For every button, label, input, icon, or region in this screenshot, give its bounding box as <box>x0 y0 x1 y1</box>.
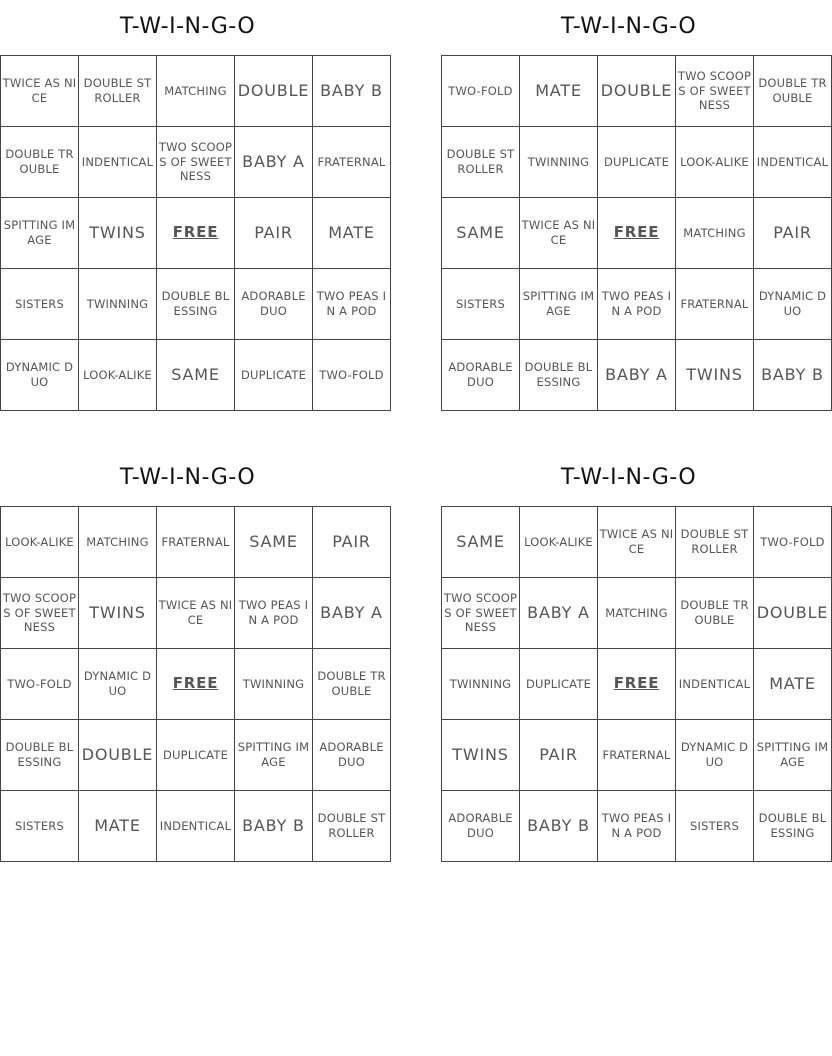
bingo-cell[interactable]: SAME <box>235 507 313 578</box>
bingo-cell[interactable]: ADORABLE DUO <box>235 269 313 340</box>
bingo-cell[interactable]: DOUBLE BLESSING <box>754 791 832 862</box>
bingo-cell[interactable]: BABY B <box>520 791 598 862</box>
bingo-cell[interactable]: MATCHING <box>598 578 676 649</box>
bingo-cell[interactable]: PAIR <box>754 198 832 269</box>
bingo-cell[interactable]: DOUBLE <box>235 56 313 127</box>
bingo-cell[interactable]: PAIR <box>520 720 598 791</box>
bingo-cell[interactable]: DUPLICATE <box>235 340 313 411</box>
grid-row <box>1 578 391 649</box>
bingo-cell[interactable]: BABY B <box>235 791 313 862</box>
bingo-cell[interactable]: SPITTING IMAGE <box>235 720 313 791</box>
bingo-grid <box>0 506 391 862</box>
grid-row <box>1 720 391 791</box>
grid-row <box>442 127 832 198</box>
bingo-cell[interactable]: SAME <box>442 507 520 578</box>
bingo-cell[interactable]: TWO PEAS IN A POD <box>313 269 391 340</box>
bingo-cell[interactable]: BABY A <box>313 578 391 649</box>
grid-row <box>442 198 832 269</box>
bingo-cell[interactable]: DUPLICATE <box>598 127 676 198</box>
bingo-cell[interactable]: MATCHING <box>676 198 754 269</box>
bingo-cell[interactable]: PAIR <box>235 198 313 269</box>
bingo-cell[interactable]: TWINNING <box>520 127 598 198</box>
bingo-cell[interactable]: INDENTICAL <box>157 791 235 862</box>
bingo-cell[interactable]: SISTERS <box>1 791 79 862</box>
card-title: T-W-I-N-G-O <box>119 465 256 490</box>
bingo-cell[interactable]: MATE <box>754 649 832 720</box>
grid-row <box>1 127 391 198</box>
bingo-cell[interactable]: TWO SCOOPS OF SWEETNESS <box>157 127 235 198</box>
grid-row <box>442 507 832 578</box>
bingo-cell[interactable]: SISTERS <box>676 791 754 862</box>
card-title: T-W-I-N-G-O <box>560 465 697 490</box>
bingo-cell[interactable]: DOUBLE TROUBLE <box>676 578 754 649</box>
bingo-cell[interactable]: DOUBLE BLESSING <box>157 269 235 340</box>
grid-row <box>1 649 391 720</box>
bingo-cell[interactable]: DYNAMIC DUO <box>676 720 754 791</box>
free-space-cell[interactable]: FREE <box>598 649 676 720</box>
grid-row <box>442 269 832 340</box>
bingo-cell[interactable]: TWINNING <box>442 649 520 720</box>
bingo-cell[interactable]: ADORABLE DUO <box>442 340 520 411</box>
card-title: T-W-I-N-G-O <box>119 14 256 39</box>
bingo-cell[interactable]: FRATERNAL <box>313 127 391 198</box>
bingo-cell[interactable]: TWINS <box>79 198 157 269</box>
bingo-cell[interactable]: TWO SCOOPS OF SWEETNESS <box>442 578 520 649</box>
grid-row <box>442 578 832 649</box>
bingo-cell[interactable]: SAME <box>442 198 520 269</box>
bingo-grid <box>441 55 832 411</box>
grid-row <box>442 56 832 127</box>
bingo-cell[interactable]: TWINNING <box>235 649 313 720</box>
bingo-cell[interactable]: SPITTING IMAGE <box>520 269 598 340</box>
card-title: T-W-I-N-G-O <box>560 14 697 39</box>
grid-row <box>442 649 832 720</box>
bingo-cell[interactable]: TWO-FOLD <box>1 649 79 720</box>
bingo-cell[interactable]: TWINNING <box>79 269 157 340</box>
grid-row <box>1 269 391 340</box>
bingo-cell[interactable]: SISTERS <box>442 269 520 340</box>
bingo-cell[interactable]: MATE <box>520 56 598 127</box>
bingo-cell[interactable]: INDENTICAL <box>676 649 754 720</box>
bingo-cell[interactable]: DOUBLE STROLLER <box>676 507 754 578</box>
bingo-cell[interactable]: TWO-FOLD <box>313 340 391 411</box>
bingo-cell[interactable]: TWO PEAS IN A POD <box>598 269 676 340</box>
bingo-cell[interactable]: BABY B <box>313 56 391 127</box>
bingo-cell[interactable]: SPITTING IMAGE <box>754 720 832 791</box>
bingo-cell[interactable]: MATCHING <box>79 507 157 578</box>
bingo-cell[interactable]: TWINS <box>79 578 157 649</box>
grid-row <box>1 791 391 862</box>
bingo-cell[interactable]: SISTERS <box>1 269 79 340</box>
free-space-cell[interactable]: FREE <box>157 198 235 269</box>
bingo-cell[interactable]: ADORABLE DUO <box>442 791 520 862</box>
bingo-cell[interactable]: LOOK-ALIKE <box>676 127 754 198</box>
bingo-cell[interactable]: DOUBLE <box>79 720 157 791</box>
bingo-cell[interactable]: TWO SCOOPS OF SWEETNESS <box>676 56 754 127</box>
grid-row <box>1 198 391 269</box>
bingo-cell[interactable]: DOUBLE STROLLER <box>313 791 391 862</box>
bingo-cell[interactable]: TWO PEAS IN A POD <box>598 791 676 862</box>
bingo-cell[interactable]: MATCHING <box>157 56 235 127</box>
bingo-cell[interactable]: DYNAMIC DUO <box>754 269 832 340</box>
bingo-cell[interactable]: DUPLICATE <box>157 720 235 791</box>
bingo-cell[interactable]: DOUBLE TROUBLE <box>754 56 832 127</box>
bingo-cell[interactable]: TWICE AS NICE <box>1 56 79 127</box>
bingo-cell[interactable]: TWICE AS NICE <box>520 198 598 269</box>
bingo-cell[interactable]: TWO PEAS IN A POD <box>235 578 313 649</box>
bingo-cell[interactable]: DOUBLE <box>754 578 832 649</box>
bingo-cell[interactable]: TWO-FOLD <box>754 507 832 578</box>
free-space-cell[interactable]: FREE <box>598 198 676 269</box>
bingo-cell[interactable]: TWICE AS NICE <box>598 507 676 578</box>
bingo-cell[interactable]: DOUBLE TROUBLE <box>1 127 79 198</box>
bingo-cell[interactable]: DUPLICATE <box>520 649 598 720</box>
grid-row <box>1 507 391 578</box>
grid-row <box>442 340 832 411</box>
bingo-grid <box>441 506 832 862</box>
bingo-cell[interactable]: TWINS <box>442 720 520 791</box>
bingo-cell[interactable]: DOUBLE BLESSING <box>1 720 79 791</box>
bingo-cell[interactable]: BABY B <box>754 340 832 411</box>
bingo-cell[interactable]: DOUBLE BLESSING <box>520 340 598 411</box>
grid-row <box>442 720 832 791</box>
bingo-cell[interactable]: FRATERNAL <box>598 720 676 791</box>
bingo-cell[interactable]: TWO-FOLD <box>442 56 520 127</box>
bingo-cell[interactable]: SPITTING IMAGE <box>1 198 79 269</box>
bingo-cell[interactable]: SAME <box>157 340 235 411</box>
bingo-cell[interactable]: LOOK-ALIKE <box>520 507 598 578</box>
bingo-cell[interactable]: TWO SCOOPS OF SWEETNESS <box>1 578 79 649</box>
bingo-cell[interactable]: TWINS <box>676 340 754 411</box>
bingo-cell[interactable]: FRATERNAL <box>157 507 235 578</box>
bingo-cell[interactable]: BABY A <box>235 127 313 198</box>
bingo-cell[interactable]: LOOK-ALIKE <box>1 507 79 578</box>
bingo-cell[interactable]: ADORABLE DUO <box>313 720 391 791</box>
bingo-cell[interactable]: DYNAMIC DUO <box>79 649 157 720</box>
bingo-cell[interactable]: LOOK-ALIKE <box>79 340 157 411</box>
bingo-cell[interactable]: MATE <box>79 791 157 862</box>
bingo-cell[interactable]: TWICE AS NICE <box>157 578 235 649</box>
bingo-cell[interactable]: DOUBLE STROLLER <box>442 127 520 198</box>
bingo-cell[interactable]: MATE <box>313 198 391 269</box>
bingo-cell[interactable]: FRATERNAL <box>676 269 754 340</box>
bingo-cell[interactable]: DOUBLE TROUBLE <box>313 649 391 720</box>
bingo-cell[interactable]: DYNAMIC DUO <box>1 340 79 411</box>
bingo-cell[interactable]: DOUBLE <box>598 56 676 127</box>
bingo-cell[interactable]: INDENTICAL <box>79 127 157 198</box>
bingo-cell[interactable]: BABY A <box>598 340 676 411</box>
bingo-grid <box>0 55 391 411</box>
bingo-cell[interactable]: INDENTICAL <box>754 127 832 198</box>
grid-row <box>442 791 832 862</box>
free-space-cell[interactable]: FREE <box>157 649 235 720</box>
grid-row <box>1 340 391 411</box>
bingo-cell[interactable]: PAIR <box>313 507 391 578</box>
grid-row <box>1 56 391 127</box>
bingo-cell[interactable]: BABY A <box>520 578 598 649</box>
bingo-cell[interactable]: DOUBLE STROLLER <box>79 56 157 127</box>
